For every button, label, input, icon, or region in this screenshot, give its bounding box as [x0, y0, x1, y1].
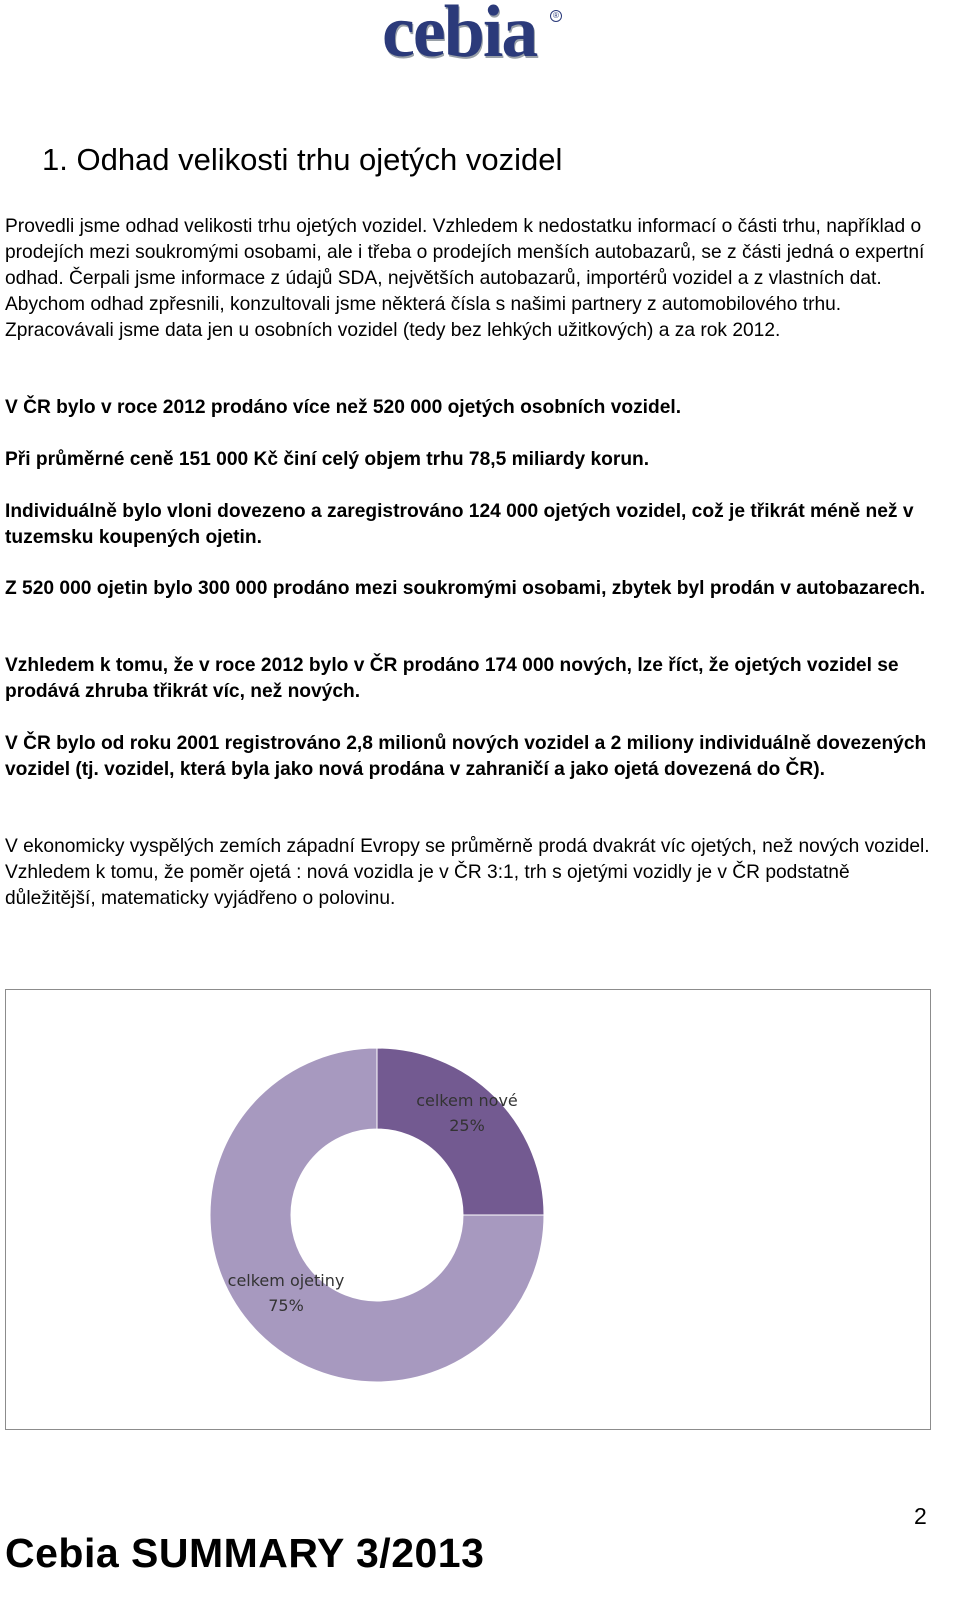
section-title: 1. Odhad velikosti trhu ojetých vozidel: [42, 142, 563, 177]
fact-paragraph-2: Při průměrné ceně 151 000 Kč činí celý objem trhu 78,5 miliardy korun.: [5, 449, 650, 470]
donut-chart: [5, 989, 931, 1430]
fact-paragraph-1: V ČR bylo v roce 2012 prodáno více než 520 000 ojetých osobních vozidel.: [5, 397, 682, 418]
slice-label-new: celkem nové 25%: [416, 1091, 518, 1135]
intro-paragraph: Provedli jsme odhad velikosti trhu ojetých vozidel. Vzhledem k nedostatku informací o části trhu, například o prodejích mezi soukromými osobami, ale i třeba o prodejích menších autobazarů, se z části jedná o expertní odhad. Čerpali jsme informace z údajů SDA, největších autobazarů, importérů vozidel a z vlastních dat. Abychom odhad zpřesnili, konzultovali jsme některá čísla s našimi partnery z automobilového trhu. Zpracovávali jsme data jen u osobních vozidel (tedy bez lehkých užitkových) a za rok 2012.: [5, 216, 925, 341]
page-number: 2: [914, 1503, 927, 1529]
cebia-logo: [382, 0, 582, 72]
logo-wordmark: cebia: [382, 0, 537, 73]
closing-paragraph: V ekonomicky vyspělých zemích západní Evropy se průměrně prodá dvakrát víc ojetých, než nových vozidel. Vzhledem k tomu, že poměr ojetá : nová vozidla je v ČR 3:1, trh s ojetými vozidly je v ČR podstatně důležitější, matematicky vyjádřeno o polovinu.: [5, 836, 930, 909]
fact-paragraph-5: Vzhledem k tomu, že v roce 2012 bylo v ČR prodáno 174 000 nových, lze říct, že ojetých vozidel se prodává zhruba třikrát víc, než nových.: [5, 655, 899, 702]
footer-title: Cebia SUMMARY 3/2013: [5, 1530, 485, 1576]
slice-label-used: celkem ojetiny 75%: [227, 1271, 345, 1315]
fact-paragraph-6: V ČR bylo od roku 2001 registrováno 2,8 milionů nových vozidel a 2 miliony individuálně dovezených vozidel (tj. vozidel, která byla jako nová prodána v zahraničí a jako ojetá dovezená do ČR).: [5, 733, 927, 780]
fact-paragraph-4: Z 520 000 ojetin bylo 300 000 prodáno mezi soukromými osobami, zbytek byl prodán v autobazarech.: [5, 578, 926, 599]
registered-mark-icon: ®: [550, 10, 562, 22]
fact-paragraph-3: Individuálně bylo vloni dovezeno a zaregistrováno 124 000 ojetých vozidel, což je třikrát méně než v tuzemsku koupených ojetin.: [5, 501, 914, 548]
donut-chart-svg: [6, 990, 930, 1429]
